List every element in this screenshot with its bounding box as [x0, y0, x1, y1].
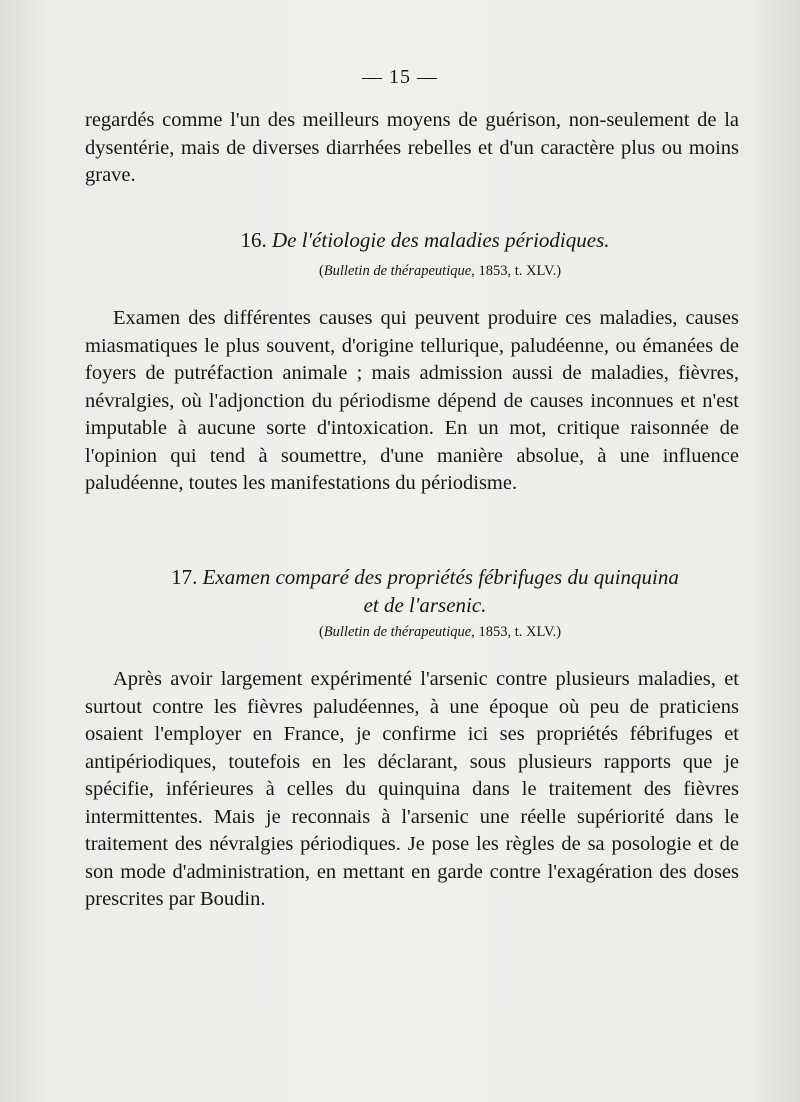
section-17-title-line1: Examen comparé des propriétés fébrifuges du quinquina [202, 565, 679, 589]
section-17-body: Après avoir largement expérimenté l'arsenic contre plusieurs maladies, et surtout contre les fièvres paludéennes, à une époque où peu de praticiens osaient l'employer en France, je confirme ici ses propriétés fébrifuges et antipériodiques, toutefois en les déclarant, sous plusieurs rapports que je spécifie, inférieures à celles du quinquina dans le traitement des fièvres intermittentes. Mais je reconnais à l'arsenic une réelle supériorité dans le traitement des névralgies périodiques. Je pose les règles de sa posologie et de son mode d'administration, en mettant en garde contre l'exagération des doses prescrites par Boudin. [85, 668, 739, 910]
section-17-heading [110, 563, 740, 619]
section-16-number: 16. [240, 228, 267, 252]
section-17-citation-journal: Bulletin de thérapeutique, [323, 624, 475, 640]
section-16-citation: (Bulletin de thérapeutique, 1853, t. XLV.) [318, 263, 562, 279]
intro-paragraph: regardés comme l'un des meilleurs moyens de guérison, non-seulement de la dysentérie, mais de diverses diarrhées rebelles et d'un caractère plus ou moins grave. [85, 109, 739, 186]
section-16-heading [110, 228, 740, 253]
page-number: — 15 — [362, 66, 438, 88]
section-16-citation-details: 1853, t. XLV. [478, 263, 557, 279]
section-17-number: 17. [171, 565, 198, 589]
section-16-citation-journal: Bulletin de thérapeutique, [323, 263, 475, 279]
section-16-title: De l'étiologie des maladies périodiques. [271, 228, 610, 252]
section-17-citation-details: 1853, t. XLV. [478, 624, 557, 640]
section-16-body: Examen des différentes causes qui peuvent produire ces maladies, causes miasmatiques le plus souvent, d'origine tellurique, paludéenne, ou émanées de foyers de putréfaction animale ; mais admission aussi de maladies, fièvres, névralgies, où l'adjonction du périodisme dépend de causes inconnues et n'est imputable à aucune sorte d'intoxication. En un mot, critique raisonnée de l'opinion qui tend à soumettre, d'une manière absolue, à une influence paludéenne, toutes les manifestations du périodisme. [85, 307, 739, 494]
section-17-title-line2: et de l'arsenic. [363, 593, 487, 617]
section-17-citation: (Bulletin de thérapeutique, 1853, t. XLV.) [318, 624, 562, 640]
